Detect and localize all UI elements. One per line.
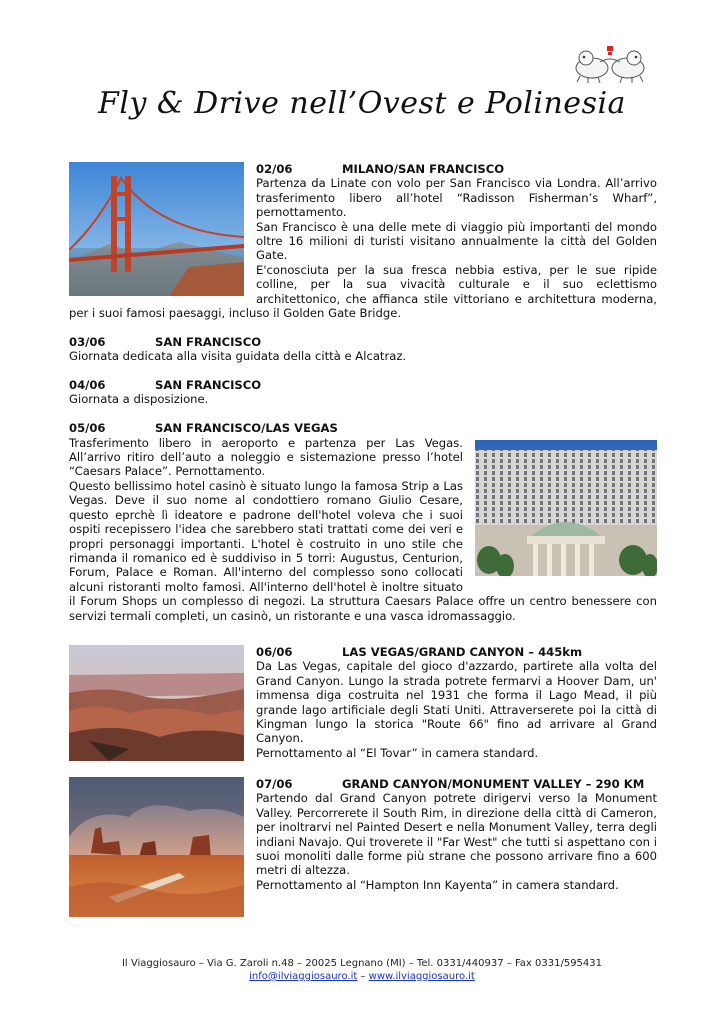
day-text: Questo bellissimo hotel casinò è situato lungo la famosa Strip a Las Vegas. Deve il suo nome al condottiero romano Giulio Cesare, questo eprchè lì ideatore e padrone dell'hotel voleva che i suoi ospiti recepissero l'idea che sarebbero stati trattati come dei veri e propri personaggi importanti. L'hotel è costruito in uno stile che rimanda il romanico ed è suddiviso in 5 torri: Augustus, Centurion, Forum, Palace e Roman. All'interno del complesso sono collocati alcuni ristoranti molto famosi. All'interno dell'hotel è inoltre situato il Forum Shops un complesso di negozi. La struttura Caesars Palace offre un centro benessere con servizi termali completi, un casinò, un ristorante e una vasca idromassaggio. — [69, 478, 657, 623]
day-text: Partendo dal Grand Canyon potrete dirigervi verso la Monument Valley. Percorrerete il South Rim, in direzione della città di Cameron, per inoltrarvi nel Painted Desert e nella Monument Valley, terra degli indiani Navajo. Qui troverete il "Far West" che tutti si aspettano con i suoi monoliti dalle forme più strane che possono arrivare fino a 600 metri di altezza. — [256, 791, 657, 878]
day-text: Pernottamento al “El Tovar” in camera standard. — [256, 745, 539, 760]
day-heading — [69, 378, 657, 392]
monument-valley-photo — [69, 777, 244, 917]
itinerary-day — [69, 645, 657, 767]
email-link[interactable]: info@ilviaggiosauro.it — [249, 971, 358, 982]
day-heading — [69, 335, 657, 349]
day-place: SAN FRANCISCO — [155, 334, 262, 349]
day-text: Giornata dedicata alla visita guidata della città e Alcatraz. — [69, 349, 407, 364]
footer-contacts — [0, 970, 724, 983]
day-text: Trasferimento libero in aeroporto e partenza per Las Vegas. All’arrivo ritiro dell’auto a noleggio e sistemazione presso l’hotel “Caesars Palace”. Pernottamento. — [69, 435, 463, 479]
day-place: SAN FRANCISCO/LAS VEGAS — [155, 421, 338, 436]
itinerary — [69, 162, 657, 937]
day-text: E'conosciuta per la sua fresca nebbia estiva, per le sue ripide colline, per la sua vivacità culturale e il suo eclettismo architettonico, che affianca stile vittoriano e architettura moderna, per i suoi famosi paesaggi, incluso il Golden Gate Bridge. — [69, 262, 657, 321]
day-place: MILANO/SAN FRANCISCO — [342, 162, 505, 176]
day-date: 02/06 — [256, 162, 293, 176]
day-text: Partenza da Linate con volo per San Francisco via Londra. All’arrivo trasferimento libero all’hotel “Radisson Fisherman’s Wharf”, pernottamento. — [256, 176, 657, 220]
itinerary-day — [69, 335, 657, 364]
caesars-palace-photo — [475, 440, 657, 576]
footer-address: Il Viaggiosauro – Via G. Zaroli n.48 – 20025 Legnano (MI) – Tel. 0331/440937 – Fax 0331/595431 — [121, 958, 603, 969]
day-date: 07/06 — [256, 776, 293, 791]
footer — [0, 957, 724, 983]
itinerary-day — [69, 777, 657, 923]
day-place: LAS VEGAS/GRAND CANYON – 445km — [342, 644, 583, 659]
footer-separator: – — [360, 971, 366, 982]
day-text: San Francisco è una delle mete di viaggio più importanti del mondo oltre 16 milioni di turisti visitano annualmente la città del Golden Gate. — [256, 219, 657, 263]
itinerary-day — [69, 378, 657, 407]
company-logo — [570, 44, 650, 84]
day-date: 06/06 — [256, 644, 293, 659]
day-heading — [69, 421, 657, 435]
day-place: GRAND CANYON/MONUMENT VALLEY – 290 KM — [342, 776, 645, 791]
itinerary-day — [69, 421, 657, 623]
day-text: Pernottamento al “Hampton Inn Kayenta” in camera standard. — [256, 877, 619, 892]
day-date: 05/06 — [69, 421, 106, 436]
day-text: Giornata a disposizione. — [69, 392, 209, 407]
itinerary-day — [69, 162, 657, 320]
page-title: Fly & Drive nell’Ovest e Polinesia — [98, 86, 626, 121]
grand-canyon-photo — [69, 645, 244, 761]
day-date: 03/06 — [69, 334, 106, 349]
day-date: 04/06 — [69, 378, 106, 393]
day-text: Da Las Vegas, capitale del gioco d'azzardo, partirete alla volta del Grand Canyon. Lungo la strada potrete fermarvi a Hoover Dam, un' immensa diga costruita nel 1931 che forma il Lago Mead, il più grande lago artificiale degli Stati Uniti. Attraverserete poi la città di Kingman lungo la storica "Route 66" fino ad arrivare al Grand Canyon. — [256, 659, 657, 746]
website-link[interactable]: www.ilviaggiosauro.it — [368, 971, 475, 982]
day-place: SAN FRANCISCO — [155, 378, 262, 393]
golden-gate-bridge-photo — [69, 162, 244, 296]
